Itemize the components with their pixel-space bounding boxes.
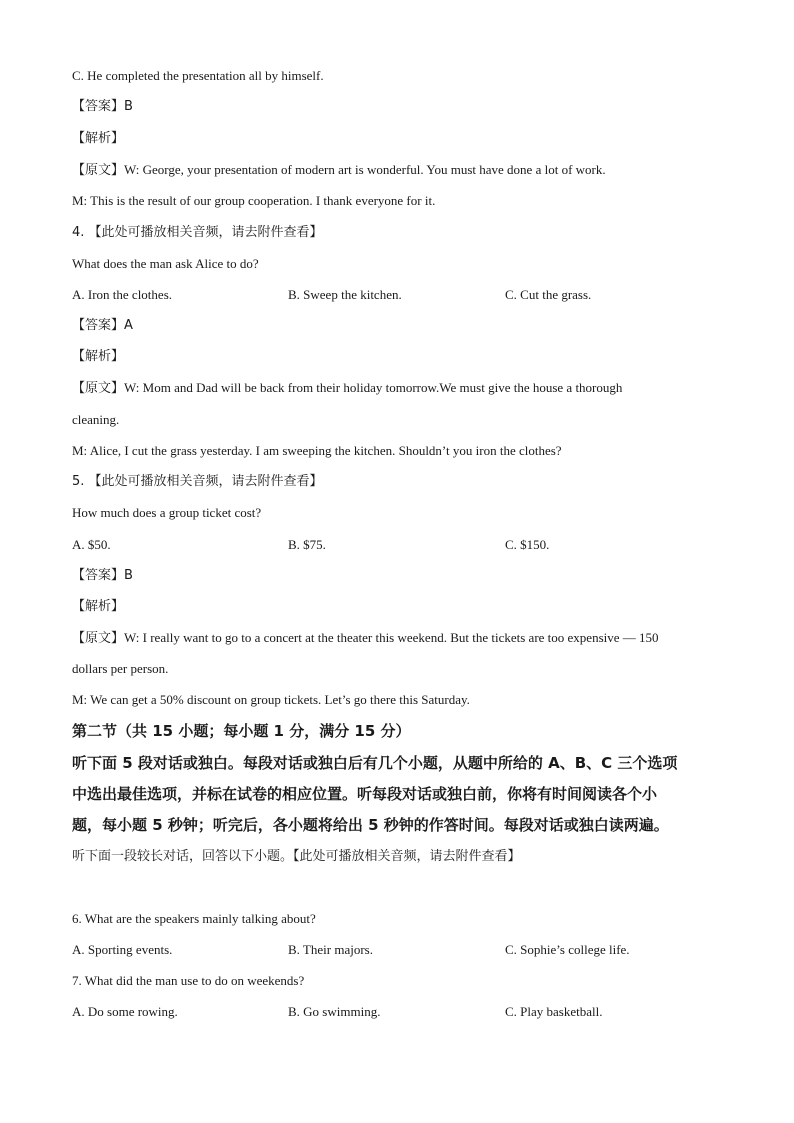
option-b-q5: B. $75. (288, 537, 326, 552)
instruction-line: 听下面 5 段对话或独白。每段对话或独白后有几个小题，从题中所给的 A、B、C 三个选项 (72, 754, 678, 772)
transcript-line: M: We can get a 50% discount on group tickets. Let’s go there this Saturday. (72, 692, 470, 707)
audio-placeholder-long[interactable]: 听下面一段较长对话，回答以下小题。【此处可播放相关音频，请去附件查看】 (72, 849, 521, 864)
transcript-line: cleaning. (72, 412, 120, 427)
option-c-q4: C. Cut the grass. (505, 287, 592, 302)
analysis-label: 【解析】 (72, 599, 125, 614)
transcript-line: 【原文】W: George, your presentation of modern art is wonderful. You must have done a lot of work. (72, 162, 606, 177)
option-c-q7: C. Play basketball. (505, 1004, 603, 1019)
analysis-label: 【解析】 (72, 349, 125, 364)
answer-label: 【答案】B (72, 99, 133, 114)
option-c-q6: C. Sophie’s college life. (505, 942, 630, 957)
question-q5: How much does a group ticket cost? (72, 505, 262, 520)
question-q4: What does the man ask Alice to do? (72, 256, 259, 271)
option-b-q7: B. Go swimming. (288, 1004, 381, 1019)
instruction-line: 题，每小题 5 秒钟；听完后，各小题将给出 5 秒钟的作答时间。每段对话或独白读两遍。 (72, 816, 669, 834)
answer-label: 【答案】B (72, 568, 133, 583)
answer-label: 【答案】A (72, 318, 133, 333)
transcript-line: 【原文】W: Mom and Dad will be back from their holiday tomorrow.We must give the house a thorough (72, 380, 623, 395)
question-q6: 6. What are the speakers mainly talking about? (72, 911, 316, 926)
option-b-q4: B. Sweep the kitchen. (288, 287, 402, 302)
section-heading: 第二节（共 15 小题；每小题 1 分，满分 15 分） (72, 722, 411, 740)
audio-placeholder-q4[interactable]: 4. 【此处可播放相关音频，请去附件查看】 (72, 225, 323, 240)
option-a-q7: A. Do some rowing. (72, 1004, 178, 1019)
option-c-text: C. He completed the presentation all by himself. (72, 68, 324, 83)
option-b-q6: B. Their majors. (288, 942, 373, 957)
transcript-line: 【原文】W: I really want to go to a concert at the theater this weekend. But the tickets are too expensive — 150 (72, 630, 659, 645)
transcript-line: M: Alice, I cut the grass yesterday. I am sweeping the kitchen. Shouldn’t you iron the clothes? (72, 443, 562, 458)
instruction-line: 中选出最佳选项，并标在试卷的相应位置。听每段对话或独白前，你将有时间阅读各个小 (72, 785, 658, 803)
audio-placeholder-q5[interactable]: 5. 【此处可播放相关音频，请去附件查看】 (72, 474, 323, 489)
transcript-line: M: This is the result of our group cooperation. I thank everyone for it. (72, 193, 436, 208)
transcript-line: dollars per person. (72, 661, 169, 676)
option-c-q5: C. $150. (505, 537, 550, 552)
option-a-q5: A. $50. (72, 537, 111, 552)
question-q7: 7. What did the man use to do on weekends? (72, 973, 305, 988)
option-a-q6: A. Sporting events. (72, 942, 173, 957)
analysis-label: 【解析】 (72, 131, 125, 146)
option-a-q4: A. Iron the clothes. (72, 287, 173, 302)
